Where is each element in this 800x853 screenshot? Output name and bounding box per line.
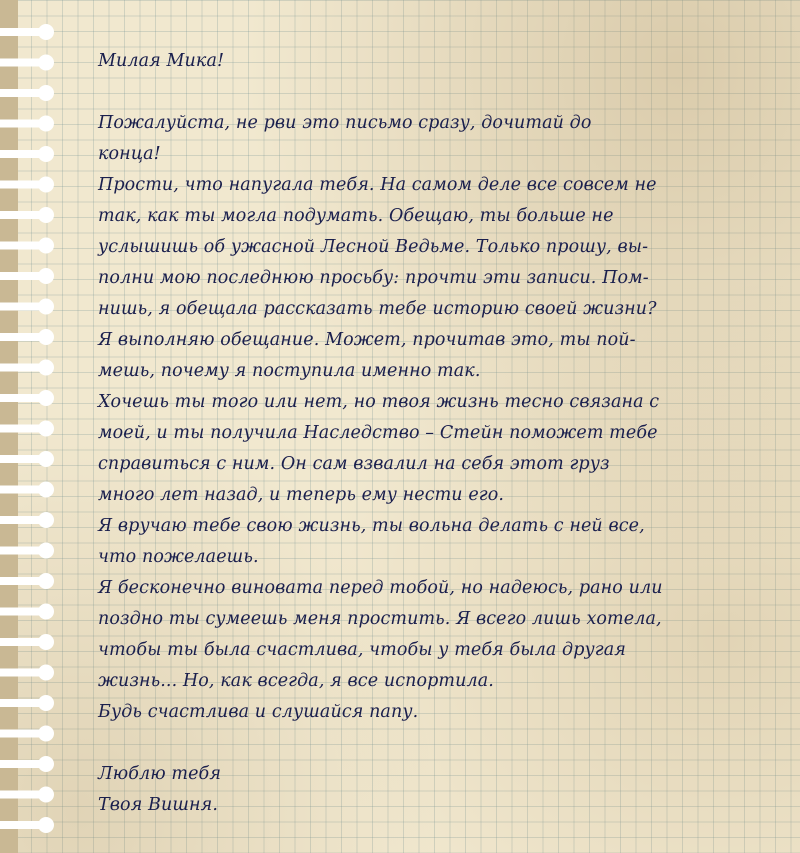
binding-hole <box>38 787 54 803</box>
letter-body <box>98 46 768 821</box>
binding-hole <box>38 482 54 498</box>
letter-line: жизнь... Но, как всегда, я все испортила. <box>98 671 494 691</box>
letter-line: мешь, почему я поступила именно так. <box>98 361 481 381</box>
binding-hole <box>38 55 54 71</box>
letter-line: конца! <box>98 144 161 164</box>
binding-hole <box>38 24 54 40</box>
letter-spacer <box>98 77 768 108</box>
binding-hole <box>38 329 54 345</box>
binding-hole <box>38 543 54 559</box>
binding-hole <box>38 573 54 589</box>
binding-hole <box>38 85 54 101</box>
letter-line: что пожелаешь. <box>98 547 259 567</box>
binding-hole <box>38 116 54 132</box>
binding-hole <box>38 665 54 681</box>
binding-hole <box>38 207 54 223</box>
letter-greeting: Милая Мика! <box>98 51 225 71</box>
binding-hole <box>38 421 54 437</box>
binding-hole <box>38 390 54 406</box>
letter-line: нишь, я обещала рассказать тебе историю своей жизни? <box>98 299 657 319</box>
letter-closing: Люблю тебя <box>98 764 222 784</box>
letter-line: Я вручаю тебе свою жизнь, ты вольна делать с ней все, <box>98 516 645 536</box>
binding-hole <box>38 756 54 772</box>
letter-line: так, как ты могла подумать. Обещаю, ты больше не <box>98 206 614 226</box>
letter-line: Прости, что напугала тебя. На самом деле все совсем не <box>98 175 657 195</box>
letter-signature: Твоя Вишня. <box>98 795 219 815</box>
binding-hole <box>38 604 54 620</box>
letter-line: моей, и ты получила Наследство – Стейн поможет тебе <box>98 423 658 443</box>
binding-hole <box>38 177 54 193</box>
binding-hole <box>38 299 54 315</box>
letter-line: много лет назад, и теперь ему нести его. <box>98 485 505 505</box>
letter-line: Хочешь ты того или нет, но твоя жизнь тесно связана с <box>98 392 660 412</box>
letter-line: поздно ты сумеешь меня простить. Я всего лишь хотела, <box>98 609 662 629</box>
binding-hole <box>38 360 54 376</box>
binding-hole <box>38 146 54 162</box>
letter-line: Я выполняю обещание. Может, прочитав это, ты пой- <box>98 330 636 350</box>
binding-hole <box>38 726 54 742</box>
spiral-binding <box>0 0 60 853</box>
letter-spacer <box>98 728 768 759</box>
binding-hole <box>38 238 54 254</box>
letter-line: Я бесконечно виновата перед тобой, но надеюсь, рано или <box>98 578 663 598</box>
binding-hole <box>38 512 54 528</box>
binding-hole <box>38 634 54 650</box>
letter-line: справиться с ним. Он сам взвалил на себя этот груз <box>98 454 610 474</box>
letter-line: чтобы ты была счастлива, чтобы у тебя была другая <box>98 640 626 660</box>
letter-line: Будь счастлива и слушайся папу. <box>98 702 419 722</box>
binding-hole <box>38 817 54 833</box>
binding-hole <box>38 695 54 711</box>
letter-line: Пожалуйста, не рви это письмо сразу, дочитай до <box>98 113 592 133</box>
binding-hole <box>38 451 54 467</box>
binding-hole <box>38 268 54 284</box>
letter-line: услышишь об ужасной Лесной Ведьме. Только прошу, вы- <box>98 237 649 257</box>
letter-line: полни мою последнюю просьбу: прочти эти записи. Пом- <box>98 268 649 288</box>
